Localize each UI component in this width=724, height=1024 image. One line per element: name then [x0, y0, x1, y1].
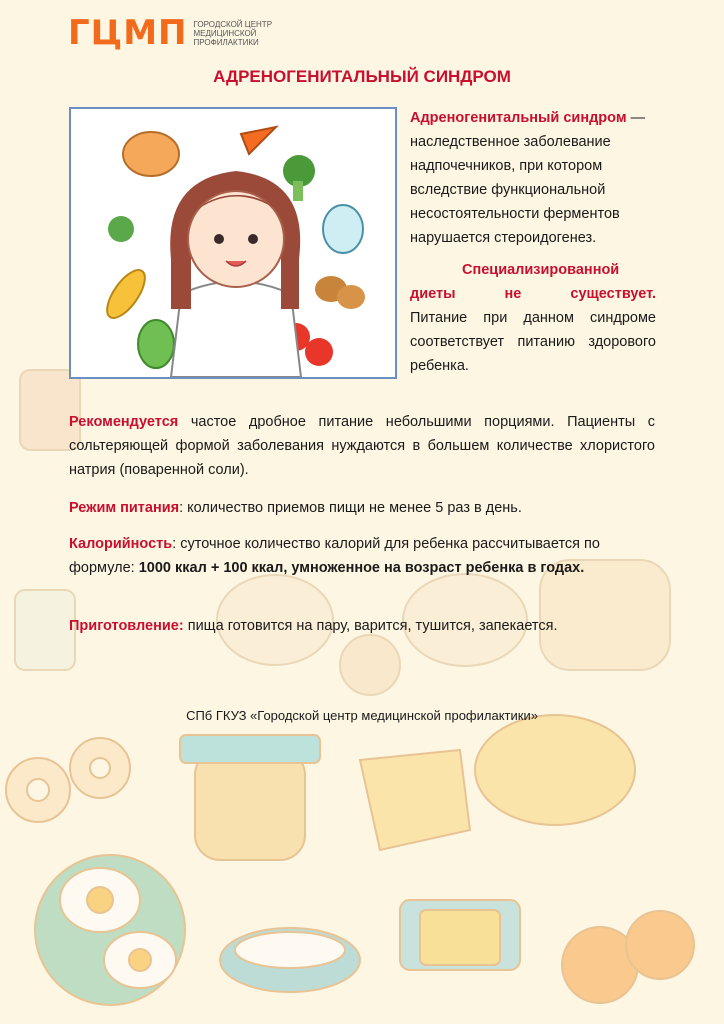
logo-text: ГОРОДСКОЙ ЦЕНТР МЕДИЦИНСКОЙ ПРОФИЛАКТИКИ — [193, 19, 273, 47]
intro-column — [410, 106, 656, 378]
calories-label: Калорийность — [69, 536, 173, 552]
doctor-illustration — [69, 107, 397, 379]
corn-icon — [100, 264, 152, 324]
cooking-label: Приготовление: — [69, 618, 184, 634]
carrot-icon — [241, 127, 276, 154]
broccoli-small-icon — [108, 216, 134, 242]
intro-definition: — наследственное заболевание надпочечников, при котором вследствие функциональной несостоятельности ферментов нарушается стероидогенез. — [410, 110, 646, 246]
calories-paragraph — [69, 532, 655, 580]
logo — [68, 13, 284, 53]
diet-note-bold: Специализированной диеты не существует. — [410, 262, 656, 302]
footer-organization: СПб ГКУЗ «Городской центр медицинской профилактики» — [186, 708, 538, 723]
egg-icon — [323, 205, 363, 253]
regimen-label: Режим питания — [69, 500, 180, 516]
cooking-paragraph — [69, 614, 655, 638]
chicken-icon — [123, 132, 179, 176]
cabbage-icon — [138, 320, 174, 368]
cooking-text: пища готовится на пару, варится, тушится, запекается. — [187, 618, 558, 634]
regimen-paragraph — [69, 496, 655, 520]
recommendation-paragraph — [69, 410, 655, 482]
diet-note — [410, 258, 656, 378]
calories-text: : суточное количество калорий для ребенка рассчитывается по формуле: — [69, 536, 600, 576]
regimen-text: : количество приемов пищи не менее 5 раз в день. — [179, 500, 522, 516]
calories-formula: 1000 ккал + 100 ккал, умноженное на возраст ребенка в годах. — [138, 560, 585, 576]
recommendation-text: частое дробное питание небольшими порциями. Пациенты с сольтеряющей формой заболевания нуждаются в большем количестве хлористого натрия (поваренной соли). — [69, 414, 655, 478]
recommendation-label: Рекомендуется — [69, 414, 179, 430]
logo-mark: ГЦМП — [68, 13, 188, 53]
intro-paragraph — [410, 106, 656, 250]
page-title: АДРЕНОГЕНИТАЛЬНЫЙ СИНДРОМ — [213, 67, 511, 86]
diet-note-text: Питание при данном синдроме соответствует питанию здорового ребенка. — [410, 310, 656, 374]
intro-term: Адреногенитальный синдром — [410, 110, 627, 126]
